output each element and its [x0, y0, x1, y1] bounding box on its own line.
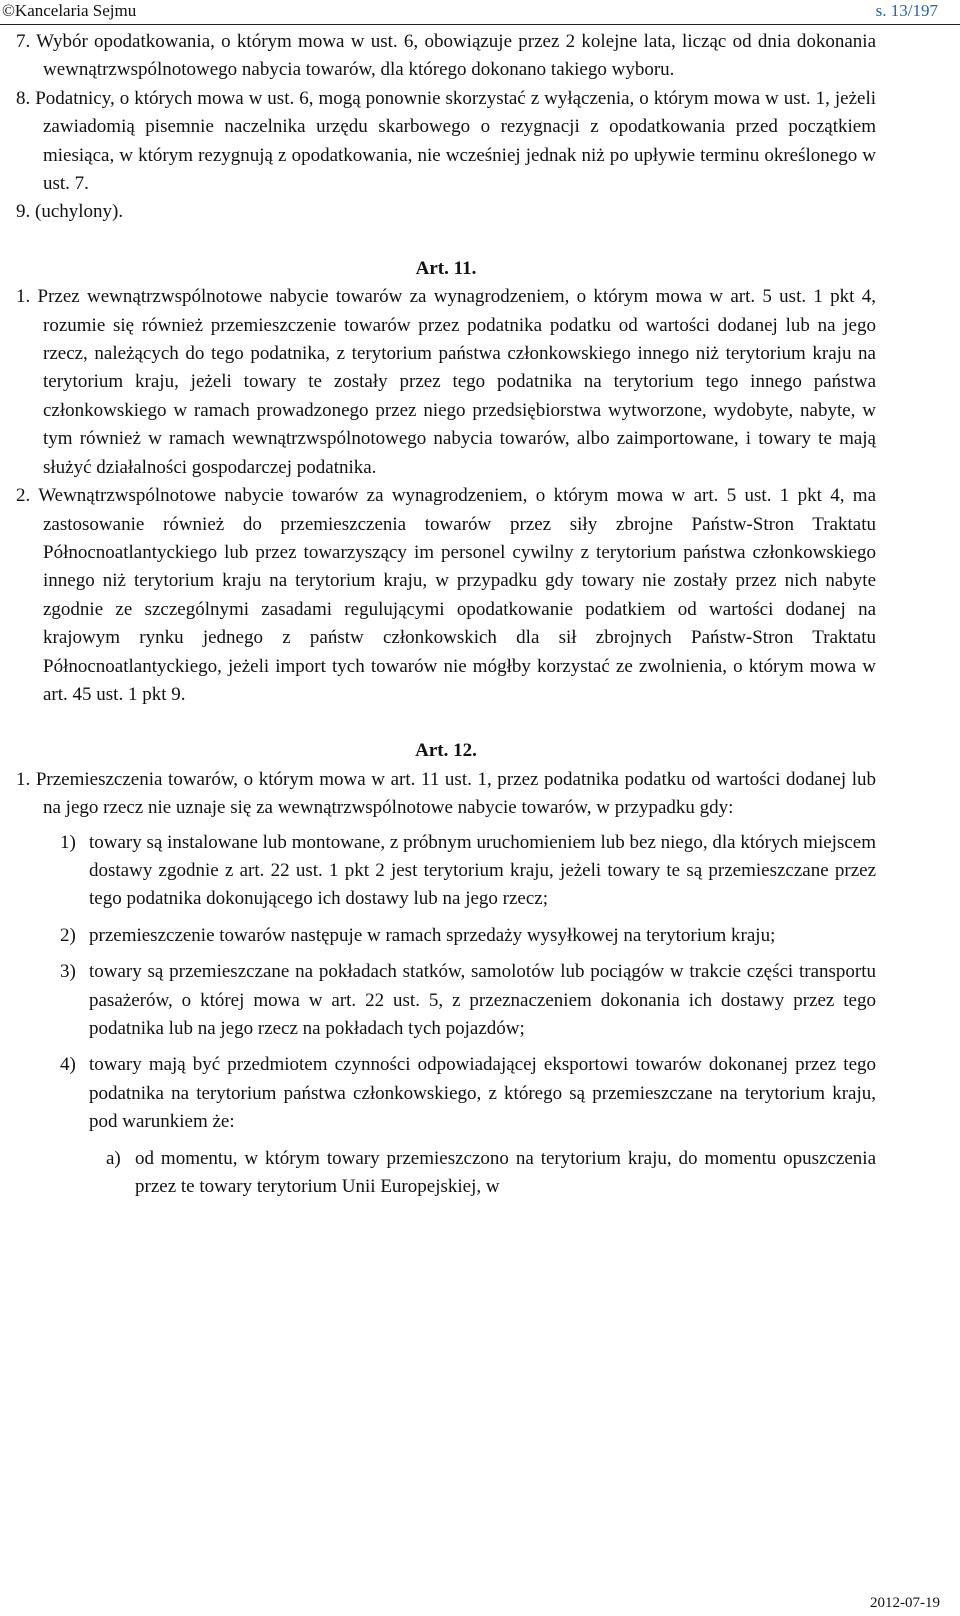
article-11-paragraph-2: 2. Wewnątrzwspólnotowe nabycie towarów za wynagrodzeniem, o którym mowa w art. 5 ust. 1 pkt 4, ma zastosowanie również do przemieszczenia towarów przez siły zbrojne Państw-Stron Traktatu Północnoatlantyckiego lub przez towarzyszący im personel cywilny z terytorium państwa członkowskiego innego niż terytorium kraju na terytorium kraju, w przypadku gdy towary nie zostały przez nich nabyte zgodnie ze szczególnymi zasadami regulującymi opodatkowanie podatkiem od wartości dodanej na krajowym rynku jednego z państw członkowskich dla sił zbrojnych Państw-Stron Traktatu Północnoatlantyckiego, jeżeli import tych towarów nie mógłby korzystać ze zwolnienia, o którym mowa w art. 45 ust. 1 pkt 9. [16, 485, 876, 705]
point-number: 3) [60, 961, 76, 983]
article-12-title: Art. 12. [415, 740, 477, 762]
article-11-title: Art. 11. [415, 257, 477, 279]
article-12-subpoints [16, 1145, 876, 1202]
point-text: towary są instalowane lub montowane, z próbnym uruchomieniem lub bez niego, dla których miejscem dostawy zgodnie z art. 22 ust. 1 pkt 2 jest terytorium kraju, jeżeli towary te są przemieszczane przez tego podatnika dokonującego ich dostawy lub na jego rzecz; [89, 831, 876, 910]
point-number: 1) [60, 831, 76, 853]
subpoint-letter: a) [106, 1147, 121, 1169]
document-date: 2012-07-19 [870, 1595, 940, 1611]
article-11-paragraph-1: 1. Przez wewnątrzwspólnotowe nabycie towarów za wynagrodzeniem, o którym mowa w art. 5 ust. 1 pkt 4, rozumie się również przemieszczenie towarów przez podatnika podatku od wartości dodanej lub na jego rzecz, należących do tego podatnika, z terytorium państwa członkowskiego innego niż terytorium kraju na terytorium kraju, jeżeli towary te zostały przez tego podatnika na terytorium tego innego państwa członkowskiego w ramach prowadzonego przez niego przedsiębiorstwa wytworzone, wydobyte, nabyte, w tym również w ramach wewnątrzwspólnotowego nabycia towarów, albo zaimportowane, i towary te mają służyć działalności gospodarczej podatnika. [16, 286, 876, 478]
point-text: towary są przemieszczane na pokładach statków, samolotów lub pociągów w trakcie części transportu pasażerów, o której mowa w art. 22 ust. 5, z przeznaczeniem dokonania ich dostawy przez tego podatnika lub na jego rzecz na pokładach tych pojazdów; [89, 961, 876, 1039]
point-text: przemieszczenie towarów następuje w ramach sprzedaży wysyłkowej na terytorium kraju; [89, 924, 776, 946]
point-number: 4) [60, 1054, 76, 1076]
page-header [0, 0, 960, 25]
list-item [60, 958, 876, 1043]
list-item [60, 922, 876, 950]
subpoint-text: od momentu, w którym towary przemieszczono na terytorium kraju, do momentu opuszczenia przez te towary terytorium Unii Europejskiej, w [135, 1147, 876, 1198]
paragraph-8: 8. Podatnicy, o których mowa w ust. 6, mogą ponownie skorzystać z wyłączenia, o którym mowa w ust. 1, jeżeli zawiadomią pisemnie naczelnika urzędu skarbowego o rezygnacji z opodatkowania przed początkiem miesiąca, w którym rezygnują z opodatkowania, nie wcześniej jednak niż po upływie terminu określonego w ust. 7. [16, 87, 876, 195]
page-number: s. 13/197 [875, 1, 938, 20]
paragraph-9: 9. (uchylony). [16, 201, 124, 223]
list-item [60, 1051, 876, 1136]
list-item [60, 829, 876, 914]
point-number: 2) [60, 924, 76, 946]
paragraph-7: 7. Wybór opodatkowania, o którym mowa w ust. 6, obowiązuje przez 2 kolejne lata, licząc od dnia dokonania wewnątrzwspólnotowego nabycia towarów, dla którego dokonano takiego wyboru. [16, 31, 876, 81]
article-12-paragraph-1: 1. Przemieszczenia towarów, o którym mowa w art. 11 ust. 1, przez podatnika podatku od wartości dodanej lub na jego rzecz nie uznaje się za wewnątrzwspólnotowe nabycie towarów, w przypadku gdy: [16, 768, 876, 819]
point-text: towary mają być przedmiotem czynności odpowiadającej eksportowi towarów dokonanej przez tego podatnika na terytorium państwa członkowskiego, z którego są przemieszczane na terytorium kraju, pod warunkiem że: [89, 1054, 876, 1133]
document-body [16, 28, 876, 1201]
copyright-label: ©Kancelaria Sejmu [2, 1, 137, 20]
list-item [106, 1145, 876, 1202]
article-12-points [16, 829, 876, 1137]
